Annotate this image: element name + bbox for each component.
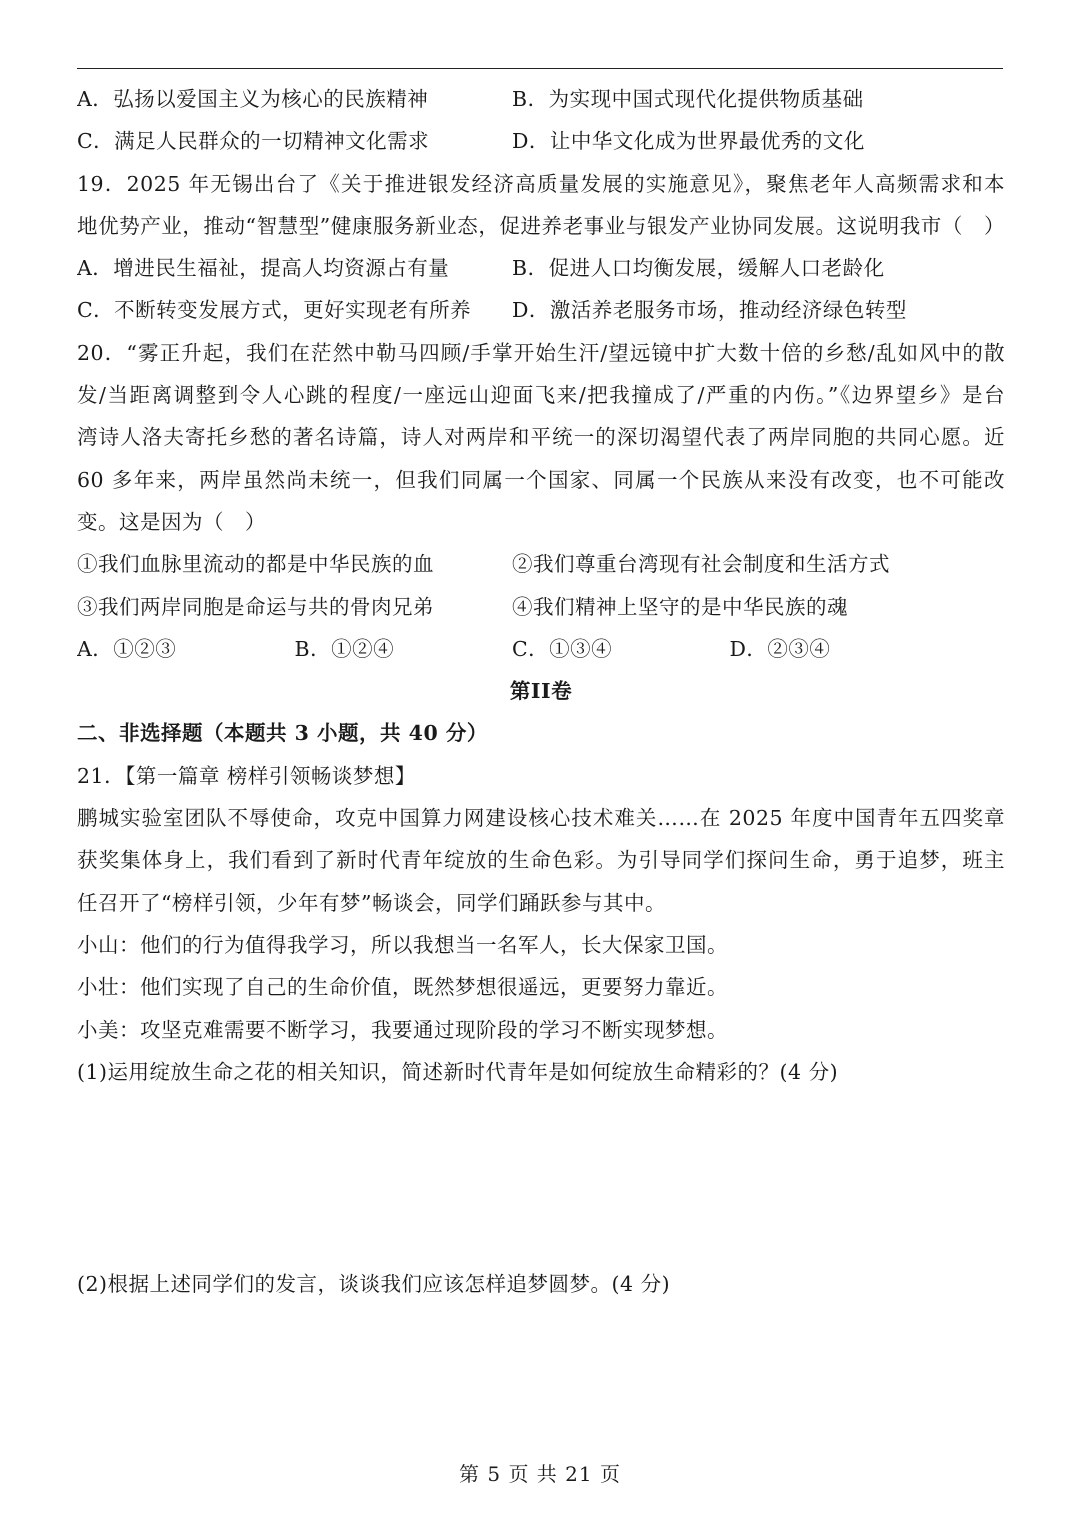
part-title: 二、非选择题（本题共 3 小题，共 40 分） (77, 721, 488, 746)
q20-statement-3: ③我们两岸同胞是命运与共的骨肉兄弟 (77, 594, 434, 619)
q19-options-row1 (77, 247, 1005, 289)
q20-option-a: A．①②③ (77, 636, 177, 661)
q20-statements-row1 (77, 543, 1005, 585)
q18-option-a: A．弘扬以爱国主义为核心的民族精神 (77, 87, 429, 111)
top-rule (77, 68, 1003, 69)
q20-option-c: C．①③④ (512, 636, 613, 661)
q21-para-line1: 鹏城实验室团队不辱使命，攻克中国算力网建设核心技术难关……在 2025 年度中国青年五四奖章 (77, 806, 1005, 831)
q21-speaker-xiaozhuang: 小壮：他们实现了自己的生命价值，既然梦想很遥远，更要努力靠近。 (77, 975, 728, 1000)
q21-para-line3: 任召开了“榜样引领，少年有梦”畅谈会，同学们踊跃参与其中。 (77, 890, 666, 915)
q20-statement-4: ④我们精神上坚守的是中华民族的魂 (512, 594, 848, 619)
q21-para-line2: 获奖集体身上，我们看到了新时代青年绽放的生命色彩。为引导同学们探问生命，勇于追梦，班主 (77, 848, 1005, 873)
q20-stem-line2: 发/当距离调整到令人心跳的程度/一座远山迎面飞来/把我撞成了/严重的内伤。”《边界望乡》是台 (77, 383, 1005, 408)
q20-stem-line5: 变。这是因为（ ） (77, 509, 266, 534)
q20-stem-line4: 60 多年来，两岸虽然尚未统一，但我们同属一个国家、同属一个民族从来没有改变，也不可能改 (77, 467, 1005, 492)
q21-subquestion-2: (2)根据上述同学们的发言，谈谈我们应该怎样追梦圆梦。(4 分) (77, 1272, 671, 1297)
q19-stem-line2: 地优势产业，推动“智慧型”健康服务新业态，促进养老事业与银发产业协同发展。这说明我市（ ） (77, 213, 1005, 238)
q20-stem-line1: 20．“雾正升起，我们在茫然中勒马四顾/手掌开始生汗/望远镜中扩大数十倍的乡愁/乱如风中的散 (77, 340, 1005, 365)
q19-option-b: B．促进人口均衡发展，缓解人口老龄化 (512, 256, 885, 281)
q19-option-a: A．增进民生福祉，提高人均资源占有量 (77, 256, 450, 281)
q21-subquestion-1: (1)运用绽放生命之花的相关知识，简述新时代青年是如何绽放生命精彩的？(4 分) (77, 1059, 839, 1084)
q20-options-row (77, 628, 1005, 670)
q19-options-row2 (77, 289, 1005, 331)
q20-statements-row2 (77, 586, 1005, 628)
q20-statement-1: ①我们血脉里流动的都是中华民族的血 (77, 552, 434, 577)
q18-option-b: B．为实现中国式现代化提供物质基础 (512, 87, 864, 111)
q19-option-c: C．不断转变发展方式，更好实现老有所养 (77, 298, 472, 323)
q20-option-d: D．②③④ (729, 636, 831, 661)
q18-option-d: D．让中华文化成为世界最优秀的文化 (512, 129, 865, 154)
q19-stem-line1: 19．2025 年无锡出台了《关于推进银发经济高质量发展的实施意见》，聚焦老年人高频需求和本 (77, 171, 1005, 196)
answer-space-1 (77, 1093, 1005, 1213)
q20-statement-2: ②我们尊重台湾现有社会制度和生活方式 (512, 552, 890, 577)
q20-stem-line3: 湾诗人洛夫寄托乡愁的著名诗篇，诗人对两岸和平统一的深切渴望代表了两岸同胞的共同心愿。近 (77, 425, 1005, 450)
volume-title: 第II卷 (509, 679, 573, 704)
exam-page (77, 78, 1005, 1305)
q21-speaker-xiaoshan: 小山：他们的行为值得我学习，所以我想当一名军人，长大保家卫国。 (77, 932, 728, 957)
q18-option-c: C．满足人民群众的一切精神文化需求 (77, 129, 430, 154)
q18-options-row2 (77, 120, 1005, 162)
page-footer: 第 5 页 共 21 页 (459, 1462, 621, 1486)
q18-options-row1 (77, 78, 1005, 120)
q21-speaker-xiaomei: 小美：攻坚克难需要不断学习，我要通过现阶段的学习不断实现梦想。 (77, 1017, 728, 1042)
q19-option-d: D．激活养老服务市场，推动经济绿色转型 (512, 298, 907, 323)
q21-heading: 21．【第一篇章 榜样引领畅谈梦想】 (77, 763, 416, 788)
q20-option-b: B．①②④ (294, 636, 395, 661)
